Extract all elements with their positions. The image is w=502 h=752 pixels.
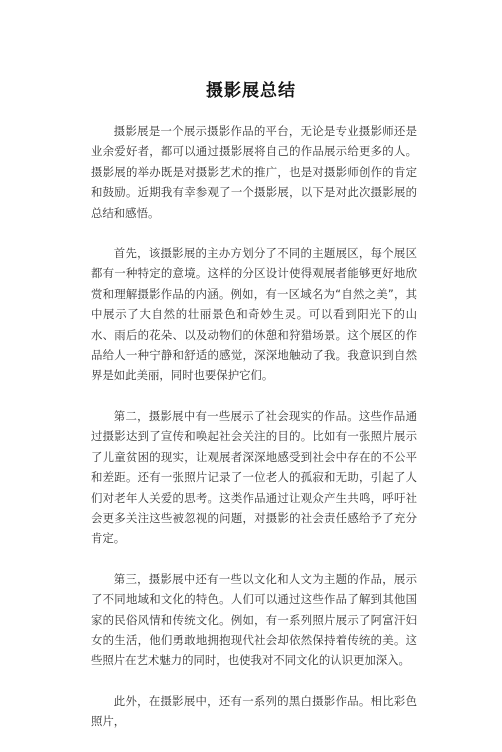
paragraph-intro: 摄影展是一个展示摄影作品的平台，无论是专业摄影师还是业余爱好者，都可以通过摄影展将自己的作品展示给更多的人。摄影展的举办既是对摄影艺术的推广，也是对摄影师创作的肯定和鼓励。近期我有幸参观了一个摄影展，以下是对此次摄影展的总结和感悟。: [91, 124, 417, 220]
paragraph-additional-point: 此外，在摄影展中，还有一系列的黑白摄影作品。相比彩色照片，: [91, 693, 417, 729]
document-title: 摄影展总结: [206, 81, 296, 101]
paragraph-second-point: 第二，摄影展中有一些展示了社会现实的作品。这些作品通过摄影达到了宣传和唤起社会关注的目的。比如有一张照片展示了儿童贫困的现实，让观展者深深地感受到社会中存在的不公平和差距。还有一张照片记录了一位老人的孤寂和无助，引起了人们对老年人关爱的思考。这类作品通过让观众产生共鸣，呼吁社会更多关注这些被忽视的问题，对摄影的社会责任感给予了充分肯定。: [91, 408, 417, 546]
paragraph-third-point: 第三，摄影展中还有一些以文化和人文为主题的作品，展示了不同地域和文化的特色。人们可以通过这些作品了解到其他国家的民俗风情和传统文化。例如，有一系列照片展示了阿富汗妇女的生活，他们勇敢地拥抱现代社会却依然保持着传统的美。这些照片在艺术魅力的同时，也使我对不同文化的认识更加深入。: [91, 571, 417, 668]
document-body: [91, 121, 417, 752]
paragraph-first-point: 首先，该摄影展的主办方划分了不同的主题展区，每个展区都有一种特定的意境。这样的分区设计使得观展者能够更好地欣赏和理解摄影作品的内涵。例如，有一区域名为“自然之美”，其中展示了大自然的壮丽景色和奇妙生灵。可以看到阳光下的山水、雨后的花朵、以及动物们的休憩和狩猎场景。这个展区的作品给人一种宁静和舒适的感觉，深深地触动了我。我意识到自然界是如此美丽，同时也要保护它们。: [91, 246, 417, 383]
